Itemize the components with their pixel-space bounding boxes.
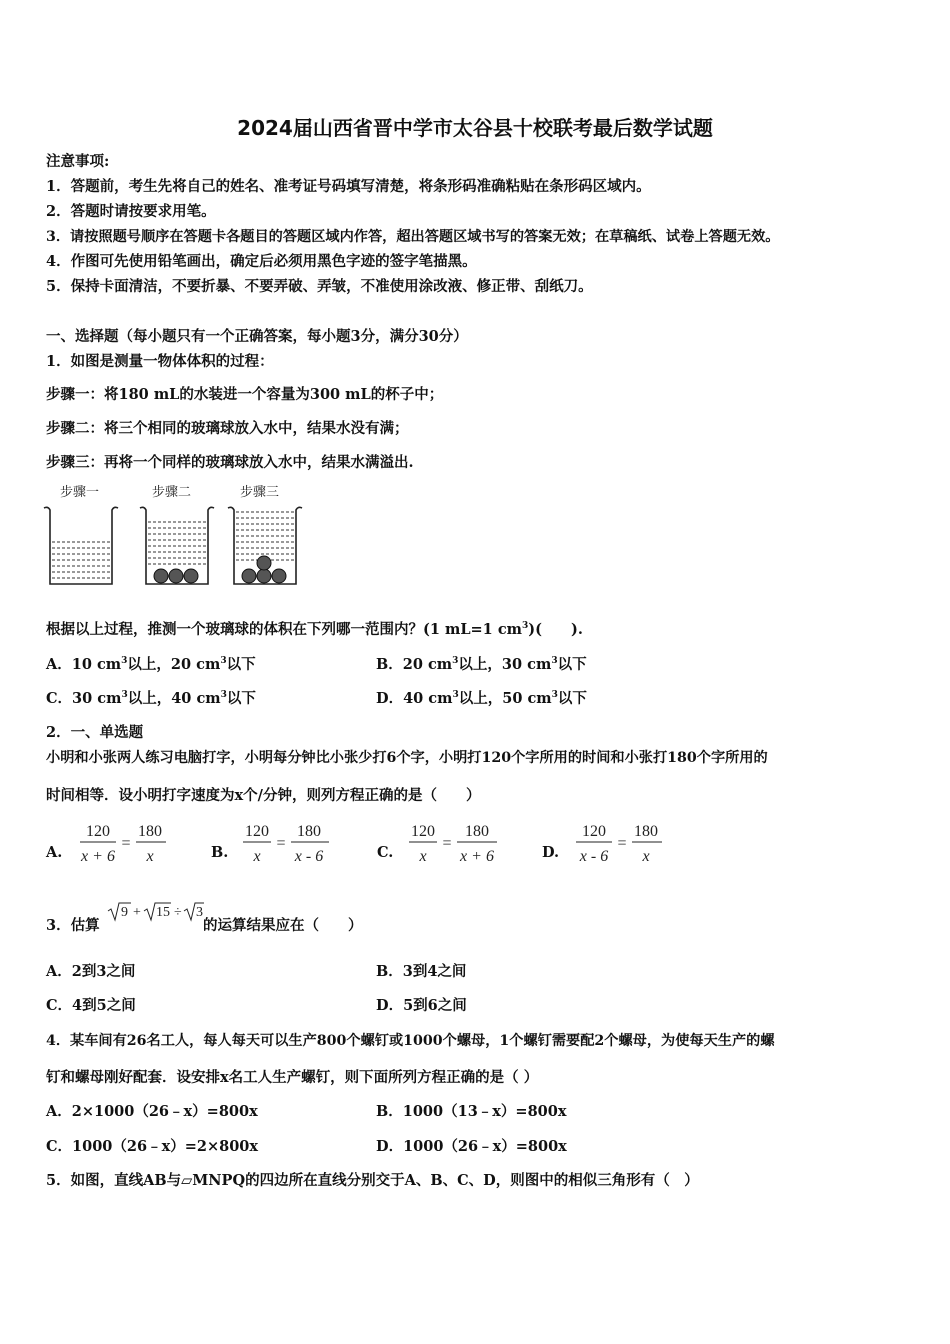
q4-option-d: D．1000（26﹣x）=800x bbox=[376, 1138, 567, 1155]
svg-text:15: 15 bbox=[156, 905, 170, 920]
q3-option-b: B．3到4之间 bbox=[376, 963, 467, 980]
beaker-1 bbox=[44, 507, 118, 584]
svg-text:=: = bbox=[617, 835, 627, 852]
svg-text:180: 180 bbox=[297, 823, 321, 840]
q3-option-d: D．5到6之间 bbox=[376, 997, 467, 1014]
q4-stem-line2: 钉和螺母刚好配套．设安排x名工人生产螺钉，则下面所列方程正确的是（ ） bbox=[46, 1069, 539, 1086]
svg-text:x - 6: x - 6 bbox=[579, 848, 609, 865]
svg-text:=: = bbox=[276, 835, 286, 852]
beaker-3 bbox=[228, 507, 302, 584]
q2-option-d: D. 120 x - 6 = 180 x bbox=[542, 818, 672, 868]
notice-item-1: 1．答题前，考生先将自己的姓名、准考证号码填写清楚，将条形码准确粘贴在条形码区域内。 bbox=[46, 178, 651, 195]
notice-item-4: 4．作图可先使用铅笔画出，确定后必须用黑色字迹的签字笔描黑。 bbox=[46, 253, 477, 270]
svg-text:x: x bbox=[419, 848, 427, 865]
beaker-figure bbox=[40, 480, 340, 592]
q2-option-b-equation bbox=[239, 818, 339, 868]
beaker-label-1: 步骤一 bbox=[60, 485, 100, 500]
q2-option-c-equation bbox=[405, 818, 505, 868]
q2-option-c: C. 120 x = 180 x + 6 bbox=[377, 818, 507, 868]
svg-text:120: 120 bbox=[86, 823, 110, 840]
section-heading: 一、选择题（每小题只有一个正确答案，每小题3分，满分30分） bbox=[46, 328, 468, 345]
q3-option-c: C．4到5之间 bbox=[46, 997, 136, 1014]
q3-prefix: 3．估算 bbox=[46, 917, 100, 934]
svg-text:=: = bbox=[442, 835, 452, 852]
svg-text:÷: ÷ bbox=[174, 905, 182, 920]
svg-text:9: 9 bbox=[121, 905, 128, 920]
q1-step1: 步骤一：将180 mL的水装进一个容量为300 mL的杯子中； bbox=[46, 386, 444, 403]
notice-item-2: 2．答题时请按要求用笔。 bbox=[46, 203, 216, 220]
q1-option-b: B．20 $cm^3$以上，30 $cm^3$以下 bbox=[376, 656, 587, 673]
q2-stem-line1: 小明和小张两人练习电脑打字，小明每分钟比小张少打6个字，小明打120个字所用的时间和小张打180个字所用的 bbox=[46, 750, 768, 766]
q2-option-a: A. 120 x + 6 = 180 x bbox=[46, 818, 176, 868]
svg-text:+: + bbox=[133, 905, 141, 920]
svg-text:=: = bbox=[121, 835, 131, 852]
svg-text:x - 6: x - 6 bbox=[294, 848, 324, 865]
q1-step2: 步骤二：将三个相同的玻璃球放入水中，结果水没有满； bbox=[46, 420, 409, 437]
page-title: 2024届山西省晋中学市太谷县十校联考最后数学试题 bbox=[237, 116, 713, 140]
q2-stem-line2: 时间相等．设小明打字速度为x个/分钟，则列方程正确的是（ ） bbox=[46, 787, 481, 804]
svg-text:180: 180 bbox=[634, 823, 658, 840]
svg-text:x: x bbox=[642, 848, 650, 865]
beaker-label-2: 步骤二 bbox=[152, 485, 192, 500]
svg-text:120: 120 bbox=[245, 823, 269, 840]
notice-heading: 注意事项: bbox=[46, 153, 110, 170]
q1-step3: 步骤三：再将一个同样的玻璃球放入水中，结果水满溢出. bbox=[46, 454, 414, 471]
svg-text:180: 180 bbox=[138, 823, 162, 840]
svg-text:120: 120 bbox=[411, 823, 435, 840]
svg-text:x: x bbox=[146, 848, 154, 865]
svg-text:x: x bbox=[253, 848, 261, 865]
q3-suffix: 的运算结果应在（ ） bbox=[203, 917, 363, 934]
notice-item-5: 5．保持卡面清洁，不要折暴、不要弄破、弄皱，不准使用涂改液、修正带、刮纸刀。 bbox=[46, 278, 593, 295]
svg-text:180: 180 bbox=[465, 823, 489, 840]
q2-option-b: B. 120 x = 180 x - 6 bbox=[211, 818, 341, 868]
q5-stem: 5．如图，直线AB与▱MNPQ的四边所在直线分别交于A、B、C、D，则图中的相似三角形有（ ） bbox=[46, 1172, 699, 1189]
q2-heading: 2．一、单选题 bbox=[46, 724, 144, 741]
q1-option-c: C．30 $cm^3$以上，40 $cm^3$以下 bbox=[46, 690, 256, 707]
q2-option-d-equation bbox=[572, 818, 672, 868]
q4-option-c: C．1000（26﹣x）=2×800x bbox=[46, 1138, 259, 1155]
q4-stem-line1: 4．某车间有26名工人，每人每天可以生产800个螺钉或1000个螺母，1个螺钉需要配2个螺母，为使每天生产的螺 bbox=[46, 1033, 775, 1049]
q1-option-a: A．10 $cm^3$以上，20 $cm^3$以下 bbox=[46, 656, 256, 673]
q3-expression bbox=[106, 900, 206, 930]
q1-option-d: D．40 $cm^3$以上，50 $cm^3$以下 bbox=[376, 690, 587, 707]
notice-item-3: 3．请按照题号顺序在答题卡各题目的答题区域内作答，超出答题区域书写的答案无效；在草稿纸、试卷上答题无效。 bbox=[46, 229, 780, 245]
q2-option-a-equation bbox=[76, 818, 176, 868]
q4-option-a: A．2×1000（26﹣x）=800x bbox=[46, 1103, 258, 1120]
q1-stem: 1．如图是测量一物体体积的过程： bbox=[46, 353, 274, 370]
q3-option-a: A．2到3之间 bbox=[46, 963, 136, 980]
svg-text:x + 6: x + 6 bbox=[460, 848, 494, 865]
q4-option-b: B．1000（13﹣x）=800x bbox=[376, 1103, 567, 1120]
svg-text:x + 6: x + 6 bbox=[81, 848, 115, 865]
q1-question: 根据以上过程，推测一个玻璃球的体积在下列哪一范围内？(1 mL=1 $cm^3$)( ). bbox=[46, 621, 583, 638]
beaker-label-3: 步骤三 bbox=[240, 485, 280, 500]
svg-text:3: 3 bbox=[196, 905, 203, 920]
svg-text:120: 120 bbox=[582, 823, 606, 840]
beaker-2 bbox=[140, 507, 214, 584]
